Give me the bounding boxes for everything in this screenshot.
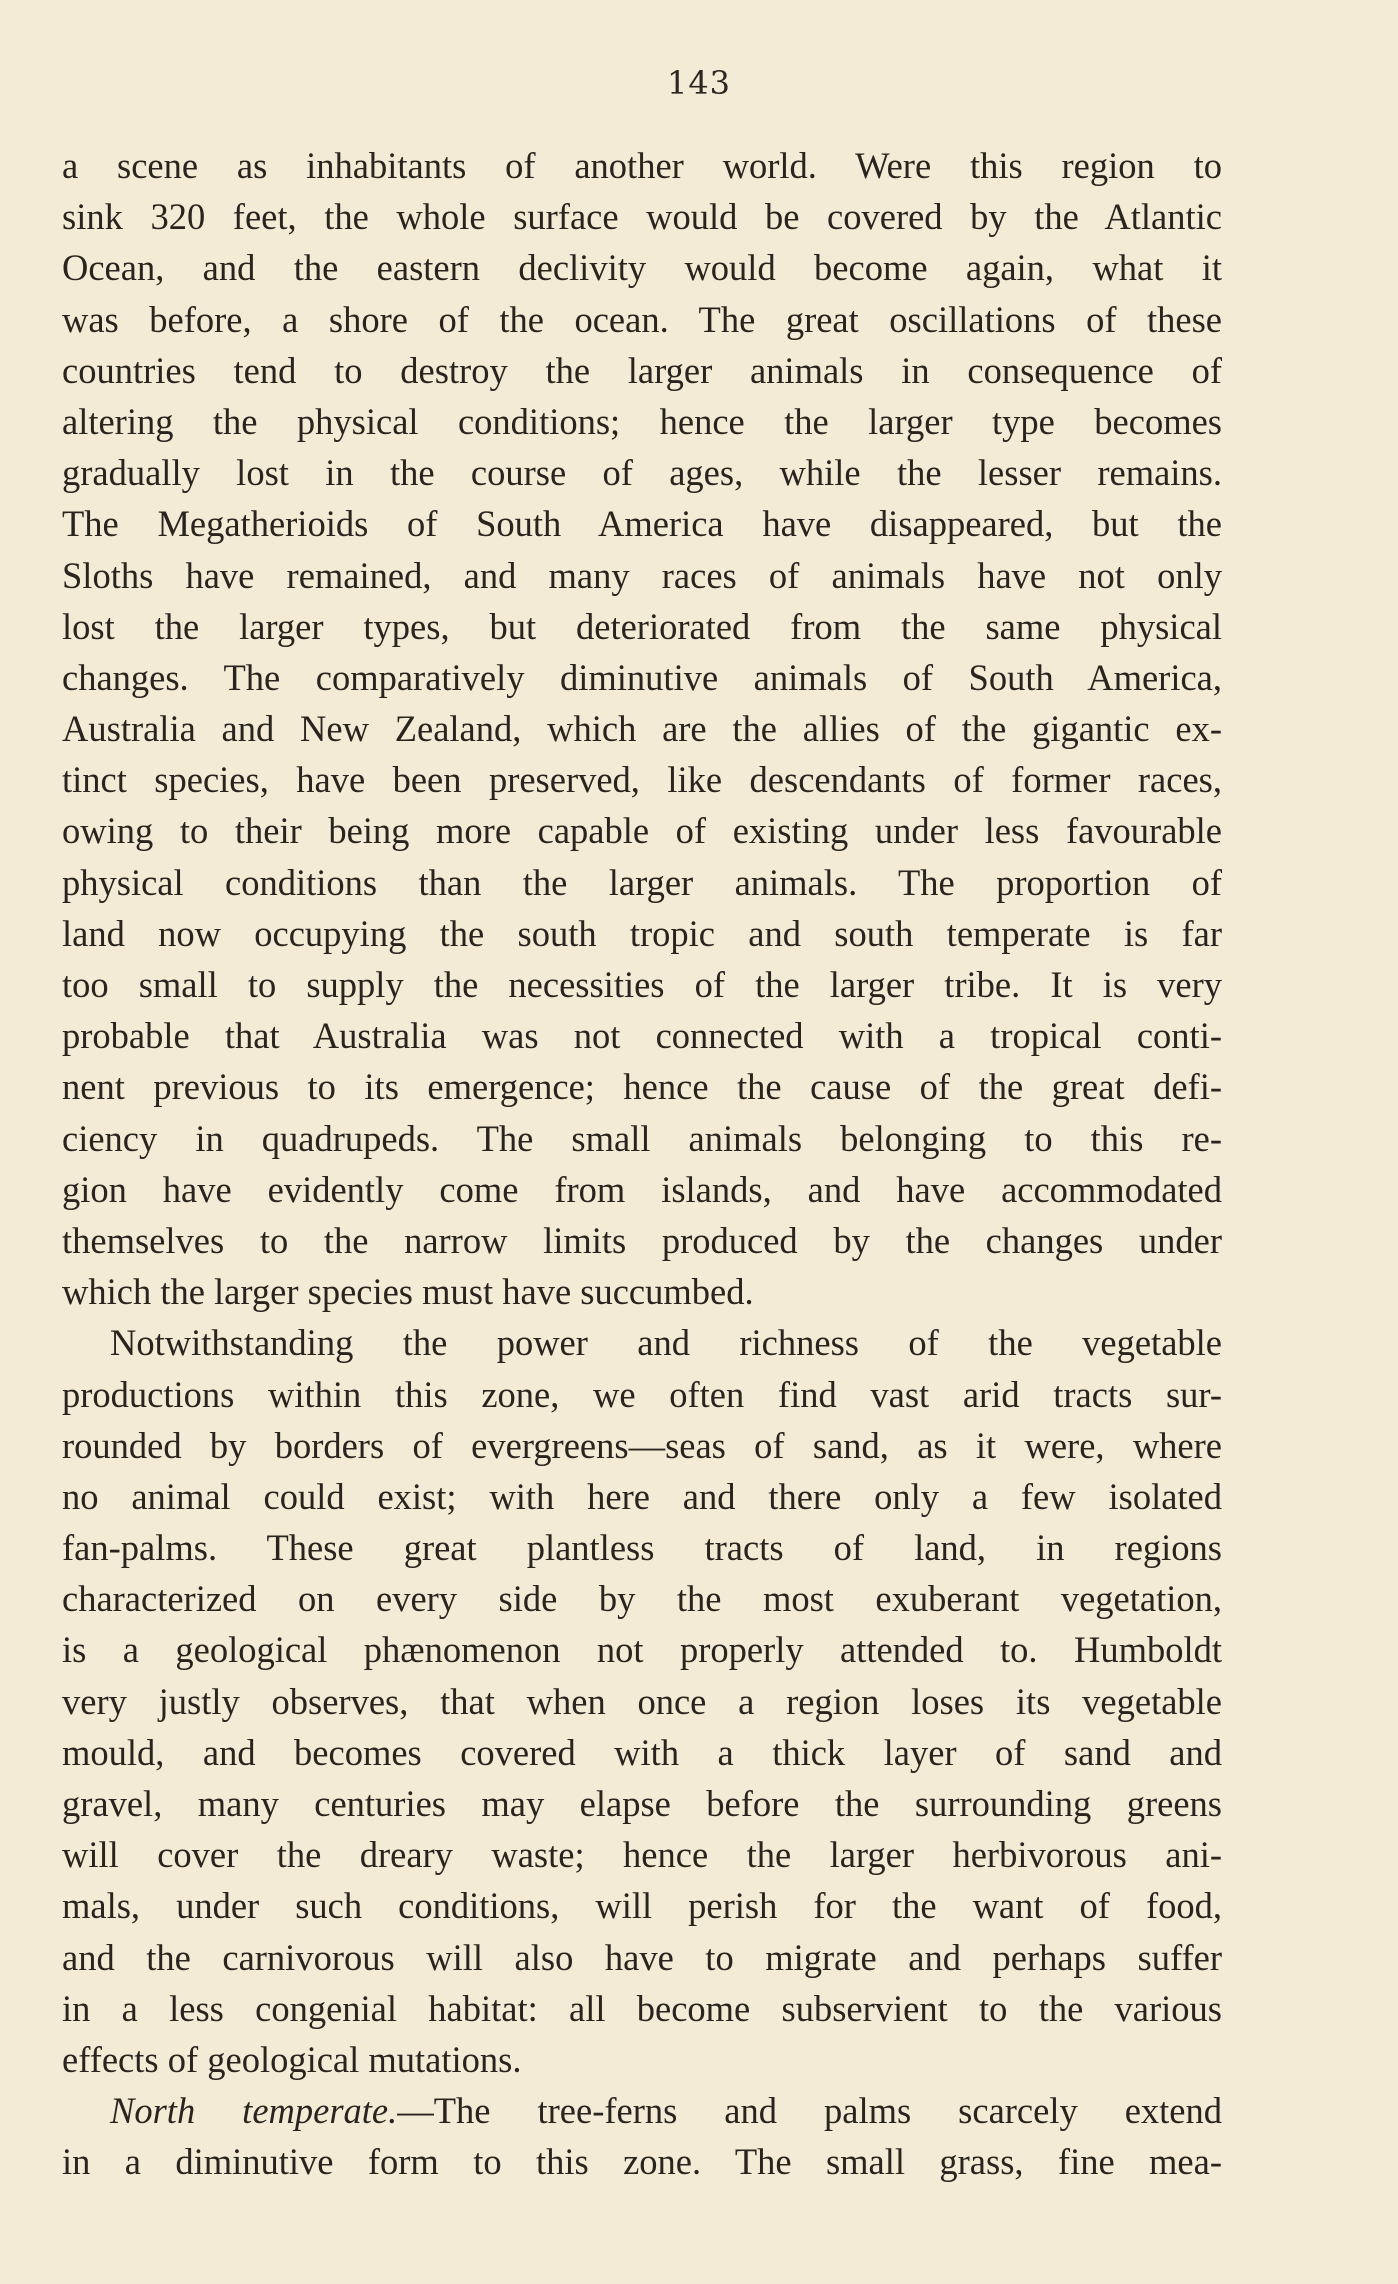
text-line: in a diminutive form to this zone. The small grass, fine mea-	[62, 2141, 1222, 2183]
text-line: in a less congenial habitat: all become subservient to the various	[62, 1987, 1222, 2029]
text-line: very justly observes, that when once a region loses its vegetable	[62, 1680, 1222, 1722]
text-line: gravel, many centuries may elapse before the surrounding greens	[62, 1783, 1222, 1824]
text-line: productions within this zone, we often find vast arid tracts sur-	[62, 1373, 1222, 1415]
text-line: owing to their being more capable of existing under less favourable	[62, 810, 1222, 852]
page-number: 143	[666, 64, 732, 102]
text-line: no animal could exist; with here and there only a few isolated	[62, 1475, 1222, 1517]
text-line: is a geological phænomenon not properly attended to. Humboldt	[62, 1629, 1222, 1671]
text-line: too small to supply the necessities of the larger tribe. It is very	[62, 964, 1222, 1005]
text-line: Ocean, and the eastern declivity would become again, what it	[62, 247, 1222, 289]
text-line: Australia and New Zealand, which are the allies of the gigantic ex-	[62, 708, 1222, 750]
text-line: gradually lost in the course of ages, while the lesser remains.	[62, 452, 1222, 494]
paragraph-end-line: which the larger species must have succumbed.	[62, 1271, 754, 1313]
text-line: probable that Australia was not connected with a tropical conti-	[62, 1015, 1222, 1057]
text-line: fan-palms. These great plantless tracts of land, in regions	[62, 1527, 1222, 1569]
section-heading-text: —The tree-ferns and palms scarcely extend	[397, 2090, 1222, 2132]
text-line: nent previous to its emergence; hence the cause of the great defi-	[62, 1066, 1222, 1108]
text-line: rounded by borders of evergreens—seas of sand, as it were, where	[62, 1424, 1222, 1466]
section-heading-line	[62, 2085, 1222, 2136]
text-line: was before, a shore of the ocean. The great oscillations of these	[62, 298, 1222, 340]
paragraph-end-line: effects of geological mutations.	[62, 2038, 522, 2080]
text-line: countries tend to destroy the larger animals in consequence of	[62, 349, 1222, 391]
text-line: changes. The comparatively diminutive animals of South America,	[62, 656, 1222, 698]
text-line: mould, and becomes covered with a thick layer of sand and	[62, 1731, 1222, 1773]
text-line: a scene as inhabitants of another world. Were this region to	[62, 145, 1222, 186]
text-line: will cover the dreary waste; hence the larger herbivorous ani-	[62, 1834, 1222, 1876]
text-line: lost the larger types, but deteriorated from the same physical	[62, 605, 1222, 647]
text-line: The Megatherioids of South America have disappeared, but the	[62, 503, 1222, 545]
text-line: Sloths have remained, and many races of animals have not only	[62, 554, 1222, 596]
paragraph-start-line: Notwithstanding the power and richness of the vegetable	[110, 1322, 1222, 1364]
text-line: physical conditions than the larger animals. The proportion of	[62, 861, 1222, 903]
text-line: tinct species, have been preserved, like descendants of former races,	[62, 759, 1222, 801]
text-line: characterized on every side by the most exuberant vegetation,	[62, 1578, 1222, 1620]
text-line: and the carnivorous will also have to migrate and perhaps suffer	[62, 1936, 1222, 1978]
text-line: sink 320 feet, the whole surface would be covered by the Atlantic	[62, 196, 1222, 238]
text-line: gion have evidently come from islands, and have accommodated	[62, 1168, 1222, 1210]
text-line: altering the physical conditions; hence the larger type becomes	[62, 400, 1222, 442]
section-heading: North temperate.	[110, 2090, 398, 2132]
text-line: mals, under such conditions, will perish for the want of food,	[62, 1885, 1222, 1927]
text-line: ciency in quadrupeds. The small animals belonging to this re-	[62, 1117, 1222, 1159]
text-line: themselves to the narrow limits produced by the changes under	[62, 1219, 1222, 1261]
body-text	[62, 140, 1222, 2188]
text-line: land now occupying the south tropic and south temperate is far	[62, 912, 1222, 954]
